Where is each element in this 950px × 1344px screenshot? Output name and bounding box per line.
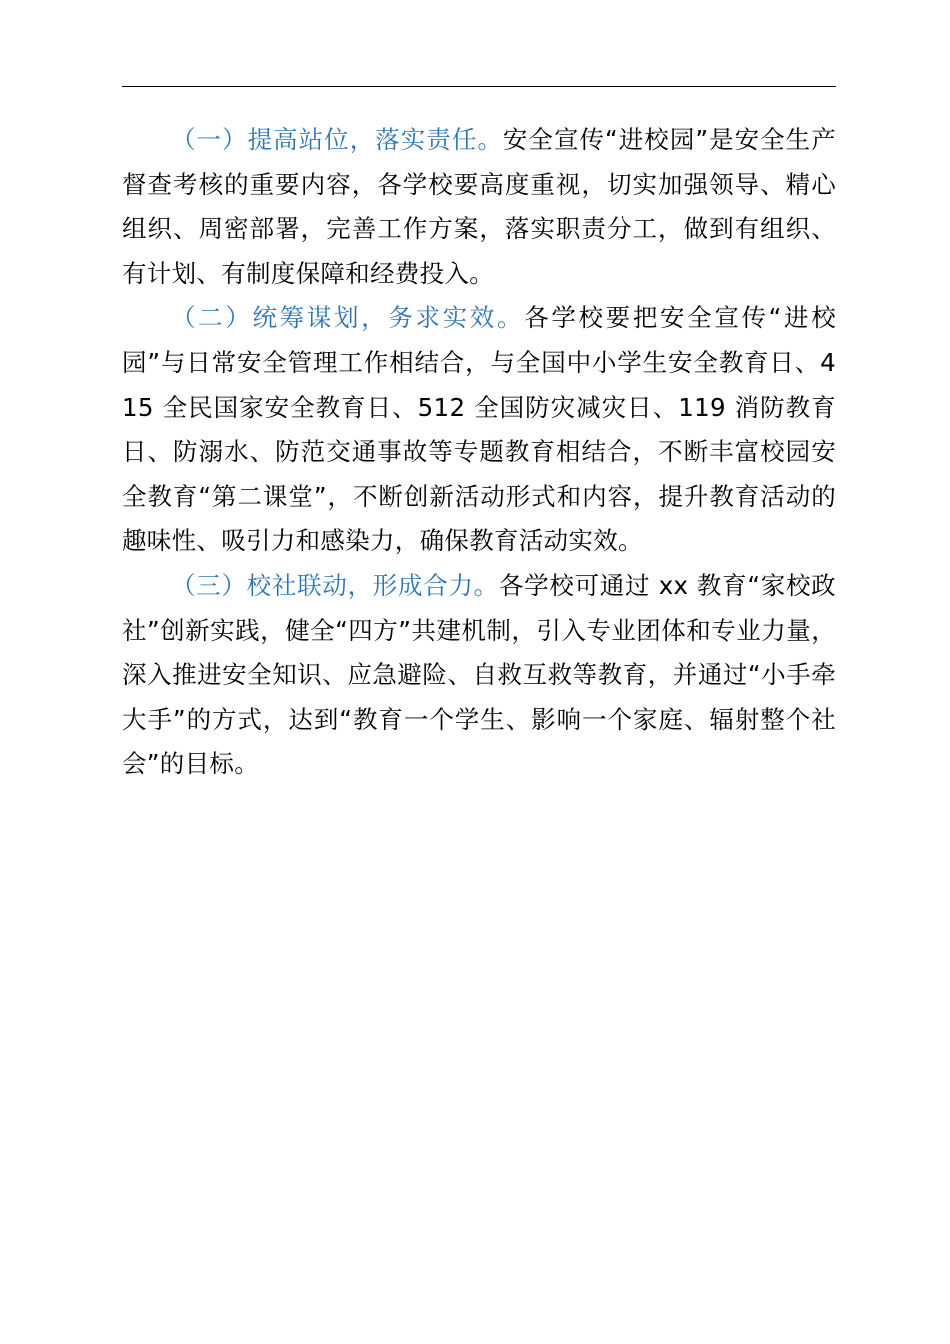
section-3-heading: （三）校社联动，形成合力。 bbox=[171, 570, 499, 600]
section-1-heading: （一）提高站位，落实责任。 bbox=[171, 125, 503, 154]
section-2-text: 各学校要把安全宣传“进校园”与日常安全管理工作相结合，与全国中小学生安全教育日、415 全民国家安全教育日、512 全国防灾减灾日、119 消防教育日、防溺水、防范交通事故等专题教育相结合，不断丰富校园安全教育“第二课堂”，不断创新活动形式和内容，提升教育活动的趣味性、吸引力和感染力，确保教育活动实效。 bbox=[122, 303, 836, 556]
document-body bbox=[122, 118, 836, 787]
section-2-heading: （二）统筹谋划，务求实效。 bbox=[171, 303, 525, 333]
section-1-paragraph bbox=[122, 118, 836, 296]
section-2-paragraph bbox=[122, 296, 836, 564]
section-3-paragraph bbox=[122, 564, 836, 787]
section-3-text: 各学校可通过 xx 教育“家校政社”创新实践，健全“四方”共建机制，引入专业团体和专业力量，深入推进安全知识、应急避险、自救互救等教育，并通过“小手牵大手”的方式，达到“教育一个学生、影响一个家庭、辐射整个社会”的目标。 bbox=[122, 570, 836, 779]
section-1-text: 安全宣传“进校园”是安全生产督查考核的重要内容，各学校要高度重视，切实加强领导、精心组织、周密部署，完善工作方案，落实职责分工，做到有组织、有计划、有制度保障和经费投入。 bbox=[122, 125, 836, 288]
header-rule bbox=[122, 86, 836, 87]
